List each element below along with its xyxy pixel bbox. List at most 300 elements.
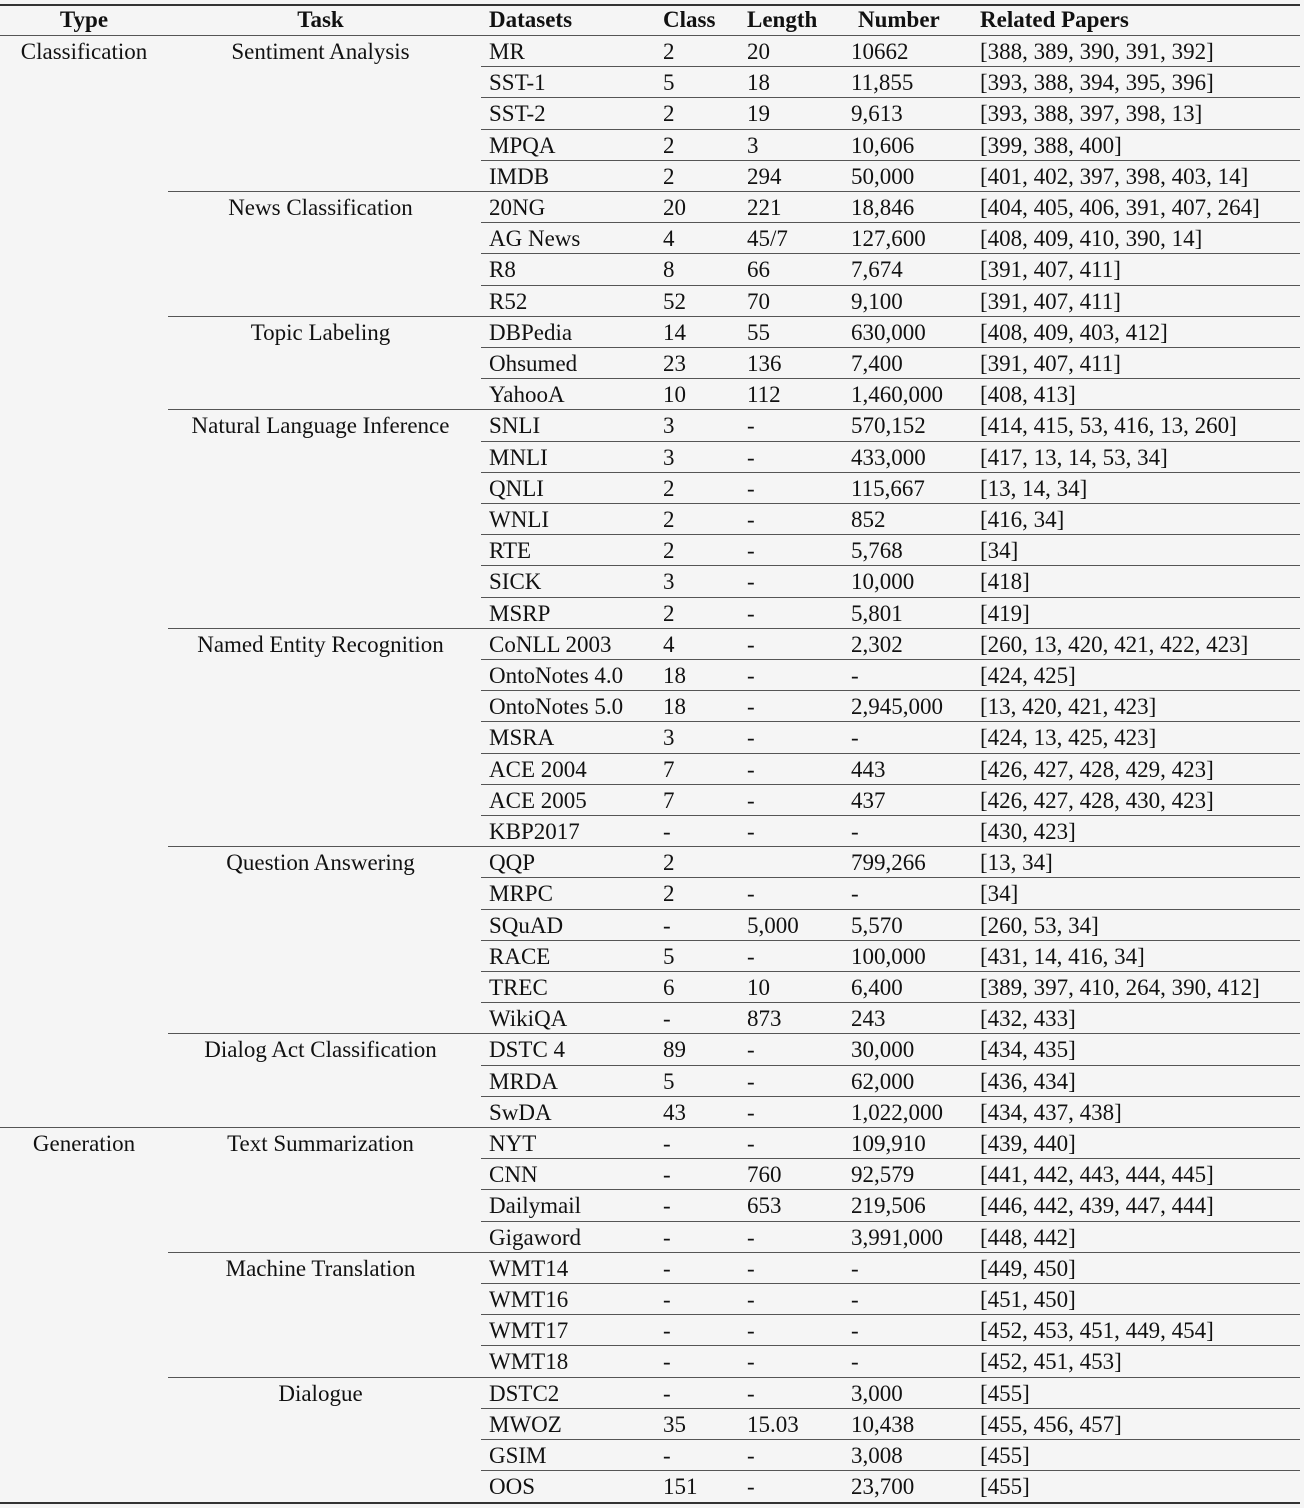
length-cell: 18 bbox=[747, 70, 770, 96]
table-row bbox=[0, 566, 1300, 597]
header-task: Task bbox=[297, 7, 344, 32]
number-cell: 11,855 bbox=[851, 70, 914, 96]
number-cell: 2,302 bbox=[851, 631, 903, 657]
length-cell: - bbox=[747, 1443, 755, 1468]
length-cell: - bbox=[747, 444, 755, 470]
related-papers-cell: [424, 13, 425, 423] bbox=[980, 725, 1157, 751]
table-row bbox=[0, 1346, 1300, 1377]
related-papers-cell: [426, 427, 428, 429, 423] bbox=[980, 756, 1214, 782]
number-cell: 23,700 bbox=[851, 1474, 915, 1500]
number-cell: 5,570 bbox=[851, 912, 903, 938]
table-row bbox=[0, 535, 1300, 566]
table-row bbox=[0, 754, 1300, 785]
related-papers-cell: [34] bbox=[980, 538, 1019, 564]
table-row bbox=[0, 722, 1300, 753]
table-row bbox=[0, 36, 1300, 67]
class-cell: - bbox=[663, 912, 671, 938]
class-cell: 2 bbox=[663, 507, 675, 532]
class-cell: - bbox=[663, 1006, 671, 1032]
related-papers-cell: [419] bbox=[980, 600, 1030, 626]
related-papers-cell: [455] bbox=[980, 1474, 1030, 1500]
table-row bbox=[0, 192, 1300, 223]
number-cell: - bbox=[851, 819, 859, 844]
number-cell: 92,579 bbox=[851, 1162, 915, 1188]
number-cell: - bbox=[851, 663, 859, 688]
table-row bbox=[0, 1159, 1300, 1190]
related-papers-cell: [408, 409, 403, 412] bbox=[980, 319, 1168, 345]
class-cell: 35 bbox=[663, 1411, 686, 1437]
related-papers-cell: [448, 442] bbox=[980, 1224, 1076, 1250]
number-cell: 799,266 bbox=[851, 850, 926, 876]
class-cell: 2 bbox=[663, 163, 675, 189]
task-cell: Named Entity Recognition bbox=[197, 631, 444, 657]
dataset-cell: SQuAD bbox=[489, 912, 564, 938]
dataset-cell: SNLI bbox=[489, 413, 541, 439]
class-cell: 2 bbox=[663, 600, 675, 626]
table-row bbox=[0, 816, 1300, 847]
table-row bbox=[0, 1097, 1300, 1128]
related-papers-cell: [260, 13, 420, 421, 422, 423] bbox=[980, 631, 1249, 657]
related-papers-cell: [408, 409, 410, 390, 14] bbox=[980, 226, 1203, 252]
table-row bbox=[0, 130, 1300, 161]
related-papers-cell: [455] bbox=[980, 1380, 1030, 1406]
length-cell: - bbox=[747, 663, 755, 688]
related-papers-cell: [388, 389, 390, 391, 392] bbox=[980, 39, 1214, 64]
table-row bbox=[0, 1378, 1300, 1409]
length-cell: - bbox=[747, 756, 755, 782]
dataset-cell: 20NG bbox=[489, 195, 546, 220]
related-papers-cell: [436, 434] bbox=[980, 1068, 1076, 1094]
table-row bbox=[0, 1034, 1300, 1065]
number-cell: 243 bbox=[851, 1006, 886, 1032]
related-papers-cell: [452, 451, 453] bbox=[980, 1349, 1122, 1375]
related-papers-cell: [431, 14, 416, 34] bbox=[980, 943, 1145, 969]
length-cell: - bbox=[747, 538, 755, 564]
number-cell: 219,506 bbox=[851, 1193, 926, 1219]
class-cell: 2 bbox=[663, 39, 675, 64]
length-cell: - bbox=[747, 569, 755, 595]
dataset-cell: YahooA bbox=[489, 382, 565, 408]
number-cell: - bbox=[851, 1318, 859, 1344]
table-row bbox=[0, 98, 1300, 129]
dataset-cell: MSRP bbox=[489, 600, 551, 626]
number-cell: 2,945,000 bbox=[851, 694, 943, 720]
number-cell: 1,460,000 bbox=[851, 382, 943, 408]
related-papers-cell: [391, 407, 411] bbox=[980, 351, 1121, 376]
class-cell: 2 bbox=[663, 850, 675, 876]
related-papers-cell: [391, 407, 411] bbox=[980, 288, 1121, 314]
class-cell: 5 bbox=[663, 943, 675, 969]
related-papers-cell: [393, 388, 394, 395, 396] bbox=[980, 70, 1214, 96]
dataset-cell: WNLI bbox=[489, 507, 550, 532]
class-cell: 151 bbox=[663, 1474, 698, 1500]
dataset-cell: Dailymail bbox=[489, 1193, 581, 1219]
dataset-cell: WMT18 bbox=[489, 1349, 569, 1375]
length-cell: 70 bbox=[747, 288, 770, 314]
number-cell: 443 bbox=[851, 756, 886, 782]
table-row bbox=[0, 691, 1300, 722]
number-cell: 10,000 bbox=[851, 569, 915, 595]
number-cell: 115,667 bbox=[851, 475, 925, 501]
class-cell: 4 bbox=[663, 631, 675, 657]
related-papers-cell: [408, 413] bbox=[980, 382, 1076, 408]
dataset-cell: OOS bbox=[489, 1474, 536, 1500]
table-row bbox=[0, 1190, 1300, 1221]
header-class: Class bbox=[663, 7, 716, 32]
task-cell: Topic Labeling bbox=[250, 319, 391, 345]
related-papers-cell: [452, 453, 451, 449, 454] bbox=[980, 1318, 1214, 1344]
class-cell: 89 bbox=[663, 1037, 686, 1063]
task-cell: Natural Language Inference bbox=[191, 413, 450, 439]
dataset-cell: ACE 2004 bbox=[489, 756, 587, 782]
related-papers-cell: [399, 388, 400] bbox=[980, 132, 1122, 158]
length-cell: - bbox=[747, 413, 755, 439]
table-row bbox=[0, 598, 1300, 629]
dataset-cell: SwDA bbox=[489, 1099, 552, 1125]
number-cell: 10,606 bbox=[851, 132, 915, 158]
class-cell: 3 bbox=[663, 725, 675, 751]
number-cell: 100,000 bbox=[851, 943, 926, 969]
class-cell: 14 bbox=[663, 319, 686, 345]
task-cell: Text Summarization bbox=[227, 1131, 414, 1156]
related-papers-cell: [416, 34] bbox=[980, 507, 1065, 532]
length-cell: - bbox=[747, 1318, 755, 1344]
dataset-cell: WikiQA bbox=[489, 1006, 568, 1032]
related-papers-cell: [441, 442, 443, 444, 445] bbox=[980, 1162, 1214, 1188]
number-cell: - bbox=[851, 725, 859, 751]
dataset-cell: CoNLL 2003 bbox=[489, 631, 612, 657]
task-cell: Machine Translation bbox=[225, 1255, 416, 1281]
dataset-cell: MRPC bbox=[489, 881, 553, 907]
class-cell: - bbox=[663, 1443, 671, 1468]
class-cell: 2 bbox=[663, 132, 675, 158]
length-cell: 15.03 bbox=[747, 1411, 799, 1437]
number-cell: 9,100 bbox=[851, 288, 903, 314]
dataset-cell: SST-2 bbox=[489, 101, 546, 127]
class-cell: 10 bbox=[663, 382, 686, 408]
length-cell: 19 bbox=[747, 101, 770, 127]
dataset-cell: R52 bbox=[489, 288, 528, 314]
number-cell: 5,768 bbox=[851, 538, 903, 564]
length-cell: 221 bbox=[747, 195, 782, 220]
dataset-cell: OntoNotes 5.0 bbox=[489, 694, 624, 720]
table-row bbox=[0, 254, 1300, 285]
related-papers-cell: [34] bbox=[980, 881, 1019, 907]
length-cell: - bbox=[747, 1380, 755, 1406]
table-row bbox=[0, 941, 1300, 972]
table-row bbox=[0, 1222, 1300, 1253]
table-row bbox=[0, 847, 1300, 878]
dataset-cell: AG News bbox=[489, 226, 581, 252]
length-cell: 294 bbox=[747, 163, 782, 189]
table-row bbox=[0, 317, 1300, 348]
related-papers-cell: [430, 423] bbox=[980, 819, 1076, 844]
table-row bbox=[0, 379, 1300, 410]
class-cell: 2 bbox=[663, 475, 675, 501]
length-cell: 112 bbox=[747, 382, 781, 408]
related-papers-cell: [401, 402, 397, 398, 403, 14] bbox=[980, 163, 1249, 189]
task-cell: News Classification bbox=[228, 195, 413, 220]
related-papers-cell: [439, 440] bbox=[980, 1131, 1076, 1156]
dataset-cell: DSTC 4 bbox=[489, 1037, 566, 1063]
number-cell: 10662 bbox=[851, 39, 909, 64]
number-cell: - bbox=[851, 1255, 859, 1281]
dataset-cell: WMT16 bbox=[489, 1287, 569, 1312]
class-cell: - bbox=[663, 1162, 671, 1188]
task-cell: Sentiment Analysis bbox=[231, 39, 410, 64]
length-cell: - bbox=[747, 1099, 755, 1125]
length-cell: - bbox=[747, 1131, 755, 1156]
dataset-cell: SST-1 bbox=[489, 70, 546, 96]
number-cell: 7,400 bbox=[851, 351, 903, 376]
class-cell: 2 bbox=[663, 881, 675, 907]
number-cell: - bbox=[851, 1287, 859, 1312]
dataset-cell: RACE bbox=[489, 943, 551, 969]
dataset-cell: QNLI bbox=[489, 475, 544, 501]
table-row bbox=[0, 473, 1300, 504]
dataset-cell: TREC bbox=[489, 975, 548, 1000]
length-cell: - bbox=[747, 943, 755, 969]
dataset-cell: CNN bbox=[489, 1162, 538, 1188]
class-cell: 2 bbox=[663, 101, 675, 127]
table-row bbox=[0, 1066, 1300, 1097]
table-row bbox=[0, 910, 1300, 941]
dataset-cell: DBPedia bbox=[489, 319, 573, 345]
number-cell: - bbox=[851, 1349, 859, 1375]
number-cell: 437 bbox=[851, 787, 886, 813]
number-cell: 570,152 bbox=[851, 413, 926, 439]
related-papers-cell: [424, 425] bbox=[980, 663, 1076, 688]
number-cell: 1,022,000 bbox=[851, 1099, 943, 1125]
dataset-cell: MR bbox=[489, 39, 525, 64]
dataset-cell: WMT17 bbox=[489, 1318, 569, 1344]
length-cell: - bbox=[747, 1037, 755, 1063]
table-row bbox=[0, 878, 1300, 909]
dataset-cell: SICK bbox=[489, 569, 542, 595]
related-papers-cell: [434, 437, 438] bbox=[980, 1099, 1122, 1125]
class-cell: 3 bbox=[663, 569, 675, 595]
dataset-cell: MRDA bbox=[489, 1068, 559, 1094]
class-cell: 8 bbox=[663, 257, 675, 283]
table-row bbox=[0, 1003, 1300, 1034]
number-cell: 50,000 bbox=[851, 163, 915, 189]
dataset-cell: Gigaword bbox=[489, 1224, 581, 1250]
dataset-cell: KBP2017 bbox=[489, 819, 580, 844]
number-cell: 852 bbox=[851, 507, 886, 532]
number-cell: 3,008 bbox=[851, 1443, 903, 1468]
length-cell: 136 bbox=[747, 351, 782, 376]
related-papers-cell: [455, 456, 457] bbox=[980, 1411, 1122, 1437]
header-row bbox=[0, 4, 1300, 35]
number-cell: - bbox=[851, 881, 859, 907]
related-papers-cell: [455] bbox=[980, 1443, 1030, 1468]
table-row bbox=[0, 67, 1300, 98]
dataset-cell: IMDB bbox=[489, 163, 550, 189]
length-cell: - bbox=[747, 600, 755, 626]
related-papers-cell: [451, 450] bbox=[980, 1287, 1076, 1312]
class-cell: 23 bbox=[663, 351, 686, 376]
number-cell: 6,400 bbox=[851, 975, 903, 1000]
header-type: Type bbox=[59, 7, 109, 32]
class-cell: 18 bbox=[663, 663, 686, 688]
length-cell: 3 bbox=[747, 132, 759, 158]
related-papers-cell: [414, 415, 53, 416, 13, 260] bbox=[980, 413, 1237, 439]
related-papers-cell: [426, 427, 428, 430, 423] bbox=[980, 787, 1214, 813]
class-cell: - bbox=[663, 1349, 671, 1375]
length-cell: - bbox=[747, 787, 755, 813]
dataset-cell: MWOZ bbox=[489, 1411, 562, 1437]
number-cell: 18,846 bbox=[851, 195, 915, 220]
dataset-cell: RTE bbox=[489, 538, 532, 564]
table-row bbox=[0, 410, 1300, 441]
class-cell: 4 bbox=[663, 226, 675, 252]
number-cell: 10,438 bbox=[851, 1411, 915, 1437]
dataset-cell: GSIM bbox=[489, 1443, 547, 1468]
type-cell: Classification bbox=[20, 39, 148, 64]
header-related-papers: Related Papers bbox=[980, 7, 1129, 32]
length-cell: - bbox=[747, 507, 755, 532]
class-cell: - bbox=[663, 1224, 671, 1250]
length-cell: - bbox=[747, 1474, 755, 1500]
length-cell: - bbox=[747, 1287, 755, 1312]
table-row bbox=[0, 1409, 1300, 1440]
table-row bbox=[0, 504, 1300, 535]
dataset-cell: Ohsumed bbox=[489, 351, 578, 376]
length-cell: - bbox=[747, 1349, 755, 1375]
length-cell: - bbox=[747, 819, 755, 844]
table-row bbox=[0, 1284, 1300, 1315]
number-cell: 62,000 bbox=[851, 1068, 915, 1094]
table-row bbox=[0, 629, 1300, 660]
number-cell: 3,000 bbox=[851, 1380, 903, 1406]
class-cell: - bbox=[663, 1131, 671, 1156]
related-papers-cell: [391, 407, 411] bbox=[980, 257, 1121, 283]
length-cell: - bbox=[747, 725, 755, 751]
table-row bbox=[0, 442, 1300, 473]
class-cell: 52 bbox=[663, 288, 686, 314]
dataset-cell: MNLI bbox=[489, 444, 548, 470]
related-papers-cell: [434, 435] bbox=[980, 1037, 1076, 1063]
task-cell: Dialog Act Classification bbox=[204, 1037, 437, 1063]
number-cell: 7,674 bbox=[851, 257, 903, 283]
dataset-cell: MPQA bbox=[489, 132, 556, 158]
header-length: Length bbox=[747, 7, 818, 32]
class-cell: 5 bbox=[663, 70, 675, 96]
length-cell: 5,000 bbox=[747, 912, 799, 938]
number-cell: 109,910 bbox=[851, 1131, 926, 1156]
length-cell: 760 bbox=[747, 1162, 782, 1188]
table-row bbox=[0, 161, 1300, 192]
length-cell: 55 bbox=[747, 319, 770, 345]
class-cell: 7 bbox=[663, 756, 675, 782]
class-cell: - bbox=[663, 1255, 671, 1281]
related-papers-cell: [404, 405, 406, 391, 407, 264] bbox=[980, 195, 1260, 220]
related-papers-cell: [13, 14, 34] bbox=[980, 475, 1088, 501]
related-papers-cell: [418] bbox=[980, 569, 1030, 595]
dataset-cell: DSTC2 bbox=[489, 1380, 560, 1406]
length-cell: - bbox=[747, 1224, 755, 1250]
length-cell: 20 bbox=[747, 39, 770, 64]
table-row bbox=[0, 660, 1300, 691]
class-cell: 3 bbox=[663, 444, 675, 470]
length-cell: - bbox=[747, 631, 755, 657]
related-papers-cell: [13, 34] bbox=[980, 850, 1053, 876]
task-cell: Question Answering bbox=[226, 850, 415, 876]
number-cell: 3,991,000 bbox=[851, 1224, 943, 1250]
length-cell: 873 bbox=[747, 1006, 782, 1032]
related-papers-cell: [449, 450] bbox=[980, 1255, 1076, 1281]
related-papers-cell: [432, 433] bbox=[980, 1006, 1076, 1032]
table-row bbox=[0, 286, 1300, 317]
number-cell: 9,613 bbox=[851, 101, 903, 127]
length-cell: 10 bbox=[747, 975, 770, 1000]
dataset-cell: OntoNotes 4.0 bbox=[489, 663, 624, 688]
table-row bbox=[0, 972, 1300, 1003]
dataset-cell: QQP bbox=[489, 850, 536, 876]
length-cell: - bbox=[747, 475, 755, 501]
class-cell: 20 bbox=[663, 195, 686, 220]
length-cell: - bbox=[747, 1255, 755, 1281]
dataset-cell: MSRA bbox=[489, 725, 555, 751]
table-row bbox=[0, 223, 1300, 254]
related-papers-cell: [446, 442, 439, 447, 444] bbox=[980, 1193, 1214, 1219]
dataset-table bbox=[0, 4, 1300, 1500]
header-datasets: Datasets bbox=[489, 7, 573, 32]
dataset-cell: R8 bbox=[489, 257, 516, 283]
related-papers-cell: [417, 13, 14, 53, 34] bbox=[980, 444, 1168, 470]
length-cell: - bbox=[747, 881, 755, 907]
related-papers-cell: [260, 53, 34] bbox=[980, 912, 1099, 938]
number-cell: 630,000 bbox=[851, 319, 926, 345]
table-row bbox=[0, 348, 1300, 379]
header-number: Number bbox=[858, 7, 940, 32]
table-row bbox=[0, 1440, 1300, 1471]
task-cell: Dialogue bbox=[278, 1380, 363, 1406]
related-papers-cell: [13, 420, 421, 423] bbox=[980, 694, 1157, 720]
class-cell: 2 bbox=[663, 538, 675, 564]
table-row bbox=[0, 1315, 1300, 1346]
number-cell: 5,801 bbox=[851, 600, 903, 626]
table-row bbox=[0, 1471, 1300, 1502]
type-cell: Generation bbox=[32, 1131, 136, 1156]
class-cell: 5 bbox=[663, 1068, 675, 1094]
dataset-cell: WMT14 bbox=[489, 1255, 569, 1281]
number-cell: 433,000 bbox=[851, 444, 926, 470]
dataset-cell: ACE 2005 bbox=[489, 787, 587, 813]
table-row bbox=[0, 1128, 1300, 1159]
table-row bbox=[0, 785, 1300, 816]
class-cell: - bbox=[663, 1380, 671, 1406]
class-cell: 3 bbox=[663, 413, 675, 439]
class-cell: - bbox=[663, 1287, 671, 1312]
class-cell: - bbox=[663, 1318, 671, 1344]
class-cell: 43 bbox=[663, 1099, 686, 1125]
number-cell: 30,000 bbox=[851, 1037, 915, 1063]
class-cell: - bbox=[663, 1193, 671, 1219]
class-cell: 6 bbox=[663, 975, 675, 1000]
length-cell: 653 bbox=[747, 1193, 782, 1219]
related-papers-cell: [393, 388, 397, 398, 13] bbox=[980, 101, 1203, 127]
class-cell: 18 bbox=[663, 694, 686, 720]
dataset-cell: NYT bbox=[489, 1131, 537, 1156]
class-cell: 7 bbox=[663, 787, 675, 813]
table-row bbox=[0, 1253, 1300, 1284]
bottom-rule bbox=[0, 1502, 1300, 1504]
length-cell: 66 bbox=[747, 257, 770, 283]
length-cell: 45/7 bbox=[747, 226, 788, 252]
length-cell: - bbox=[747, 694, 755, 720]
related-papers-cell: [389, 397, 410, 264, 390, 412] bbox=[980, 975, 1260, 1000]
